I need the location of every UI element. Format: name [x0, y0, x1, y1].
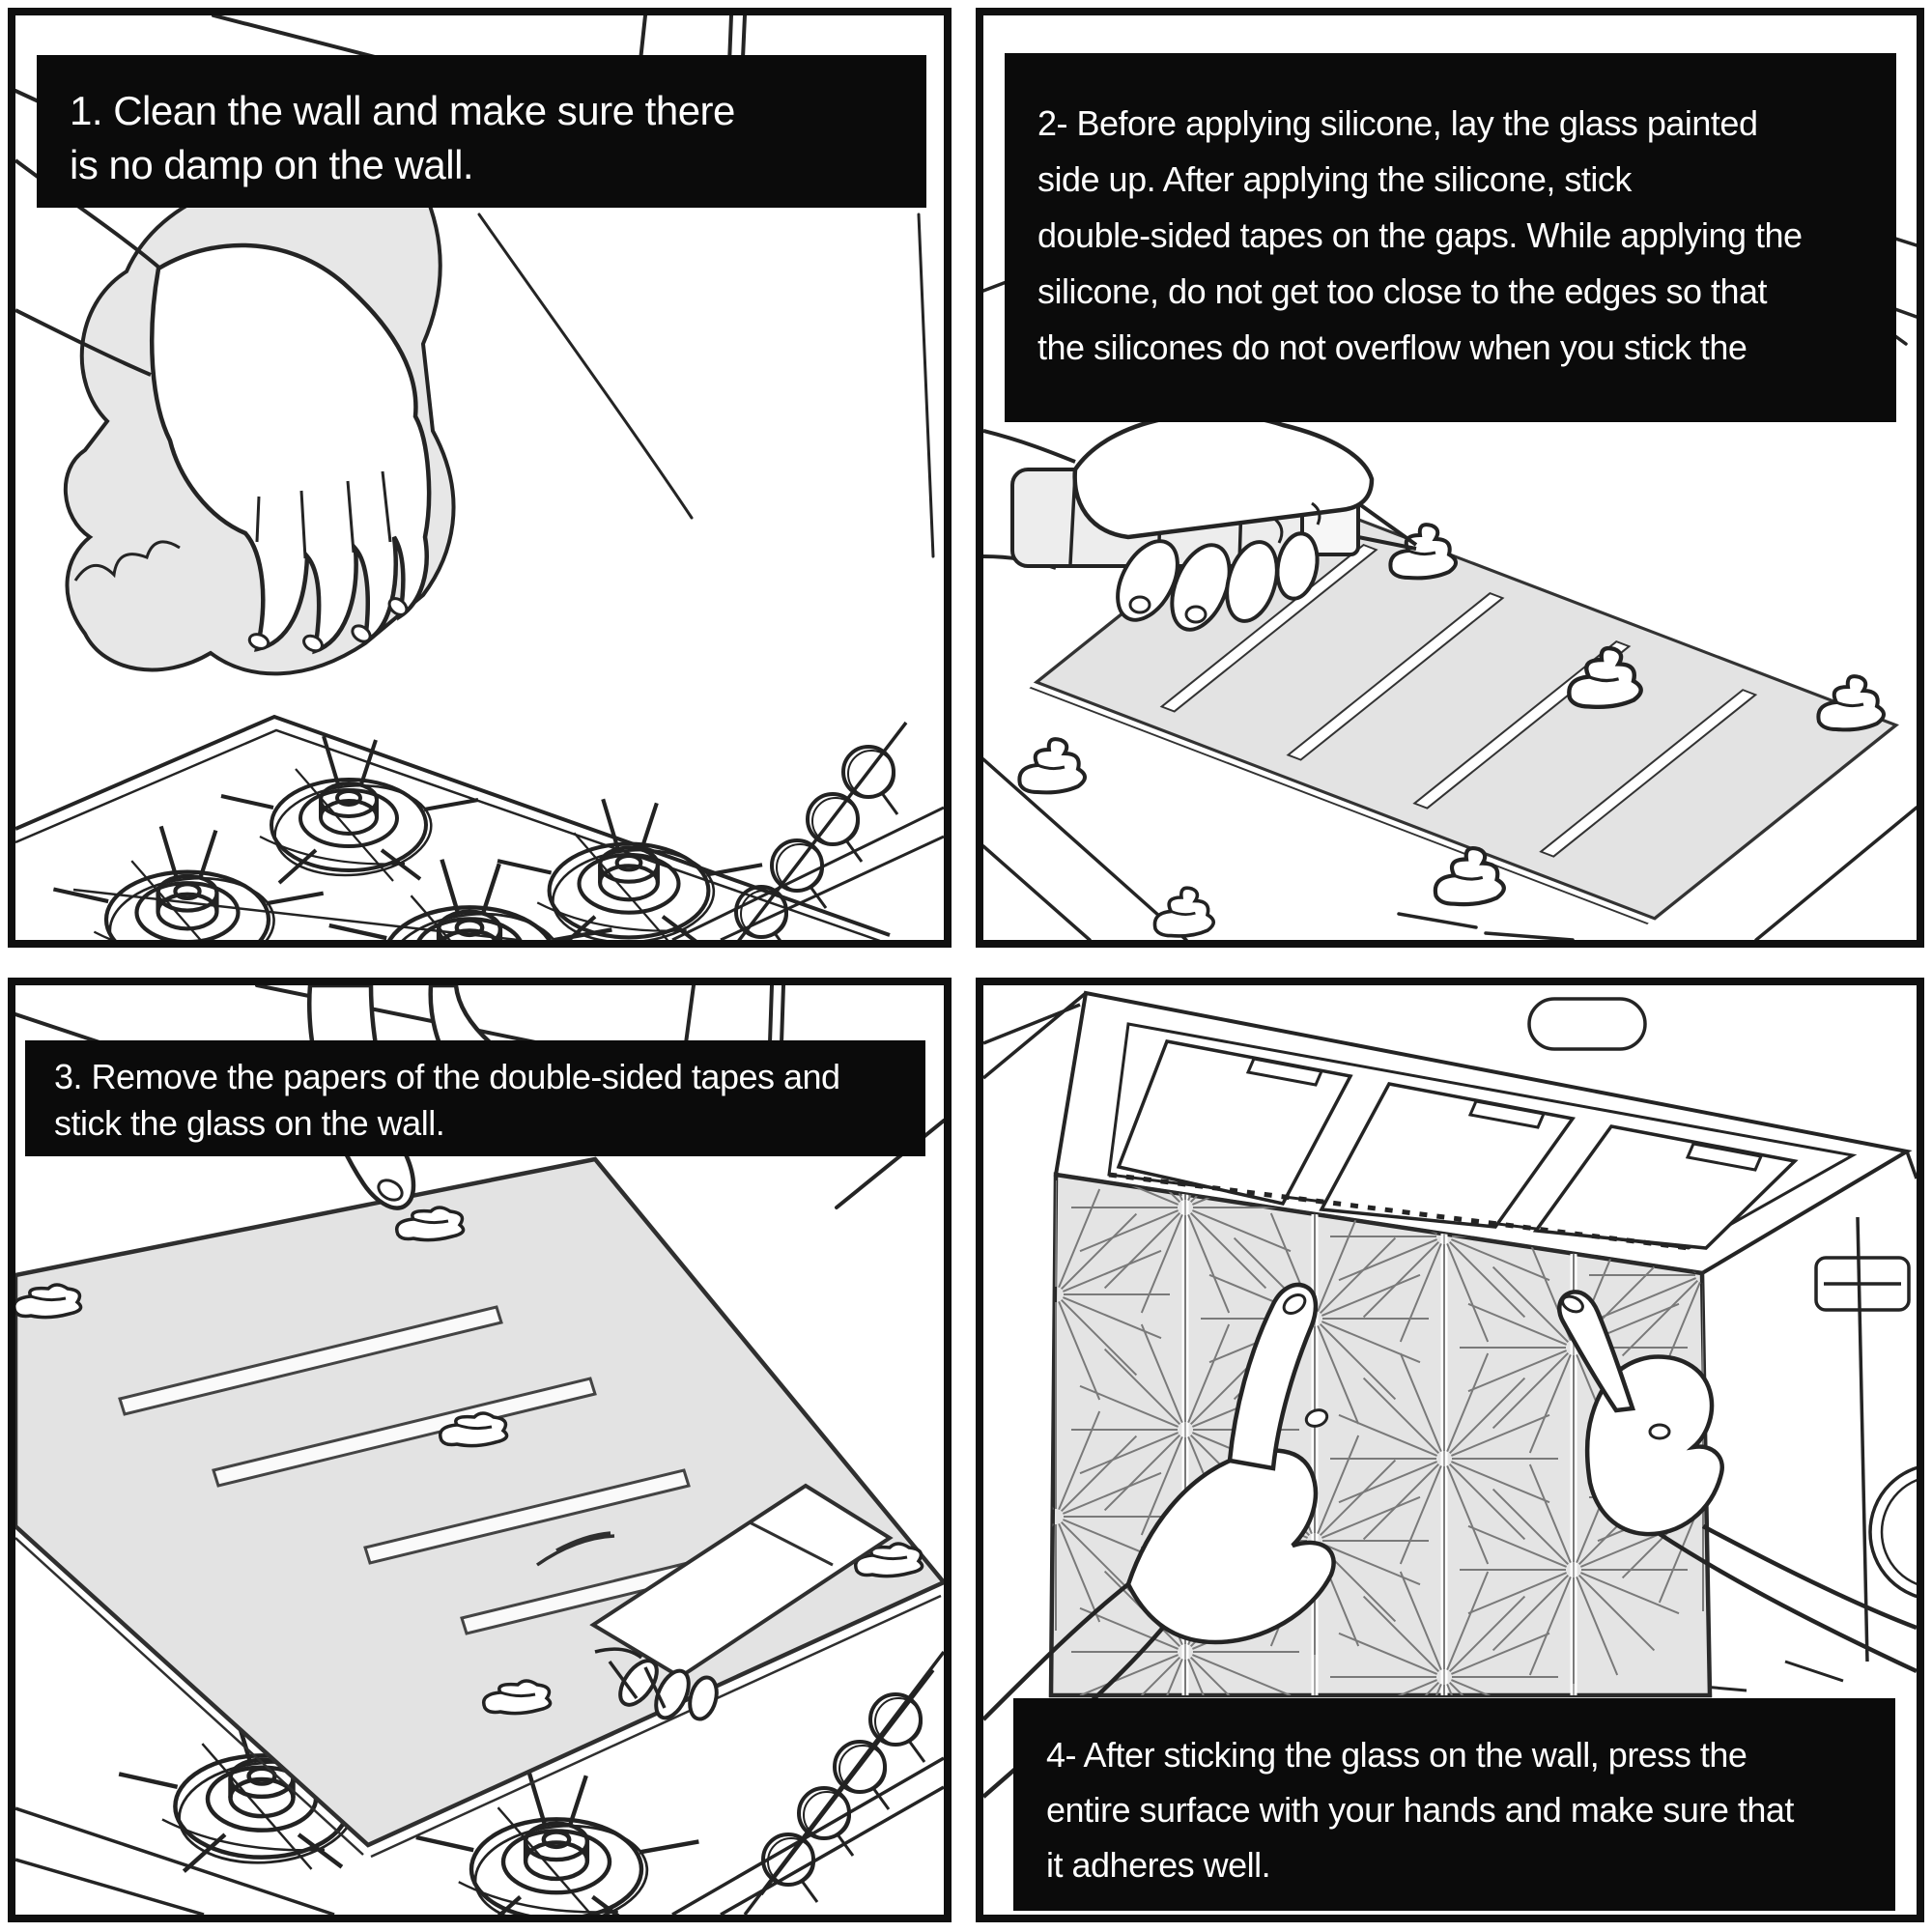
step-3-caption: [25, 1040, 925, 1156]
step-1-caption: [37, 55, 926, 208]
step-1-panel: [8, 8, 952, 948]
hob-knobs: [761, 1670, 933, 1902]
caption-line: entire surface with your hands and make sure that: [1046, 1790, 1794, 1830]
step-2-caption: [1005, 53, 1896, 422]
caption-line: side up. After applying the silicone, stick: [1037, 159, 1632, 199]
step-4-caption: [1013, 1698, 1895, 1911]
caption-line: stick the glass on the wall.: [54, 1103, 445, 1143]
step-4-panel: [976, 978, 1924, 1922]
caption-line: is no damp on the wall.: [70, 142, 474, 187]
caption-line: 4- After sticking the glass on the wall, press the: [1046, 1735, 1747, 1775]
hob-knobs: [734, 723, 906, 940]
caption-line: double-sided tapes on the gaps. While applying the: [1037, 215, 1803, 255]
caption-line: the silicones do not overflow when you stick the: [1037, 327, 1747, 367]
caption-line: 1. Clean the wall and make sure there: [70, 88, 735, 133]
step-3-panel: [8, 978, 952, 1922]
caption-line: it adheres well.: [1046, 1845, 1271, 1885]
caption-line: 2- Before applying silicone, lay the glass painted: [1037, 103, 1758, 143]
caption-line: 3. Remove the papers of the double-sided tapes and: [54, 1057, 840, 1096]
step-2-panel: [976, 8, 1924, 948]
caption-line: silicone, do not get too close to the edges so that: [1037, 271, 1768, 311]
